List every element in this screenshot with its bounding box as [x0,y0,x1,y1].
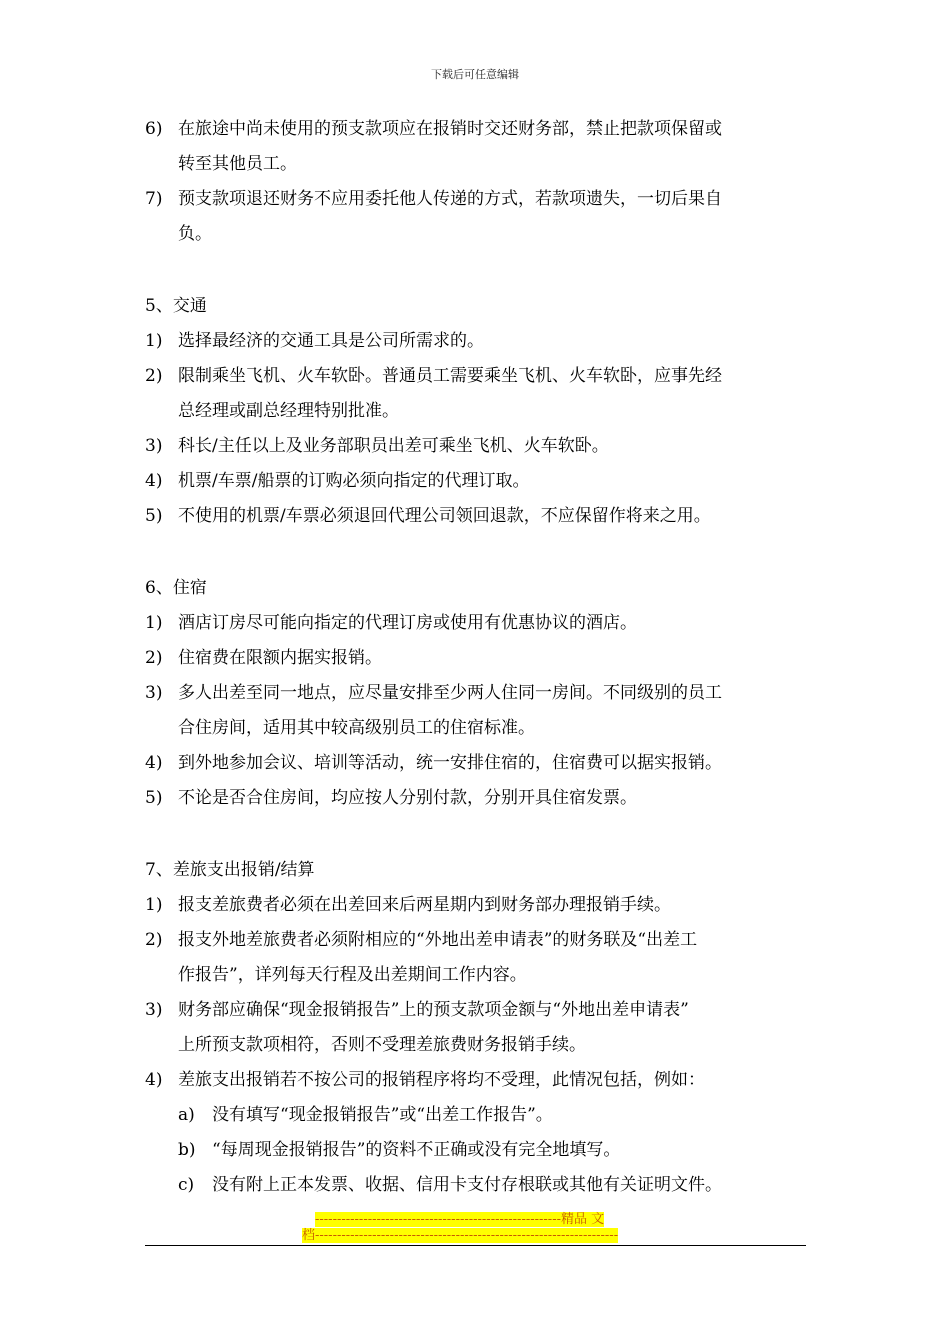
item-number: 3) [145,436,163,456]
item-text: 财务部应确保“现金报销报告”上的预支款项金额与“外地出差申请表” 上所预支款项相符，否则不受理差旅费财务报销手续。 [178,1000,689,1055]
item-number: 2) [145,648,163,668]
sub-item-letter: a) [178,1105,195,1125]
item-number: 5) [145,506,163,526]
list-item [145,359,810,429]
list-item [145,746,810,781]
item-number: 1) [145,613,163,633]
list-item [145,641,810,676]
list-item [145,676,810,746]
item-text: 酒店订房尽可能向指定的代理订房或使用有优惠协议的酒店。 [178,613,637,633]
sub-list-item [145,1098,810,1133]
item-number: 2) [145,930,163,950]
sub-list-item [145,1168,810,1203]
item-number: 7) [145,189,163,209]
document-body [145,112,810,1203]
item-number: 6) [145,119,163,139]
item-text: 选择最经济的交通工具是公司所需求的。 [178,331,484,351]
list-item [145,606,810,641]
list-item [145,499,810,534]
item-text: 到外地参加会议、培训等活动，统一安排住宿的，住宿费可以据实报销。 [178,753,722,773]
item-text: 住宿费在限额内据实报销。 [178,648,382,668]
footer-line-2: 档--------------------------------------------------------------------- [302,1228,619,1243]
item-number: 2) [145,366,163,386]
item-number: 1) [145,331,163,351]
sub-list-item [145,1133,810,1168]
item-text: 科长/主任以上及业务部职员出差可乘坐飞机、火车软卧。 [178,436,609,456]
section-title-transport: 5、交通 [145,296,207,316]
list-item [145,324,810,359]
item-number: 4) [145,753,163,773]
list-item [145,464,810,499]
list-item [145,888,810,923]
item-text: 不论是否合住房间，均应按人分别付款，分别开具住宿发票。 [178,788,637,808]
list-item [145,993,810,1063]
item-number: 4) [145,471,163,491]
item-text: 在旅途中尚未使用的预支款项应在报销时交还财务部，禁止把款项保留或 转至其他员工。 [178,119,722,174]
list-item [145,182,810,252]
item-text: 报支外地差旅费者必须附相应的“外地出差申请表”的财务联及“出差工 作报告”，详列每天行程及出差期间工作内容。 [178,930,698,985]
item-number: 4) [145,1070,163,1090]
page-header: 下载后可任意编辑 [431,68,519,81]
list-item [145,923,810,993]
footer-watermark [302,1212,648,1244]
sub-item-letter: b) [178,1140,196,1160]
item-text: 多人出差至同一地点，应尽量安排至少两人住同一房间。不同级别的员工 合住房间，适用其中较高级别员工的住宿标准。 [178,683,722,738]
item-text: 不使用的机票/车票必须退回代理公司领回退款，不应保留作将来之用。 [178,506,711,526]
sub-item-text: 没有填写“现金报销报告”或“出差工作报告”。 [212,1105,553,1125]
item-number: 3) [145,683,163,703]
section-title-lodging: 6、住宿 [145,578,207,598]
item-number: 1) [145,895,163,915]
sub-item-letter: c) [178,1175,195,1195]
footer-line-1: --------------------------------------------------------精品 文 [315,1212,605,1227]
list-item [145,781,810,816]
item-text: 预支款项退还财务不应用委托他人传递的方式，若款项遗失，一切后果自 负。 [178,189,722,244]
sub-item-text: “每周现金报销报告”的资料不正确或没有完全地填写。 [212,1140,621,1160]
intro-list [145,112,810,252]
section-title-reimbursement: 7、差旅支出报销/结算 [145,860,315,880]
item-text: 机票/车票/船票的订购必须向指定的代理订取。 [178,471,530,491]
item-number: 5) [145,788,163,808]
list-item [145,1063,810,1098]
sub-item-text: 没有附上正本发票、收据、信用卡支付存根联或其他有关证明文件。 [212,1175,722,1195]
item-text: 差旅支出报销若不按公司的报销程序将均不受理，此情况包括，例如： [178,1070,705,1090]
list-item [145,429,810,464]
item-text: 限制乘坐飞机、火车软卧。普通员工需要乘坐飞机、火车软卧，应事先经 总经理或副总经理特别批准。 [178,366,722,421]
item-number: 3) [145,1000,163,1020]
list-item [145,112,810,182]
item-text: 报支差旅费者必须在出差回来后两星期内到财务部办理报销手续。 [178,895,671,915]
footer-divider [145,1245,806,1246]
